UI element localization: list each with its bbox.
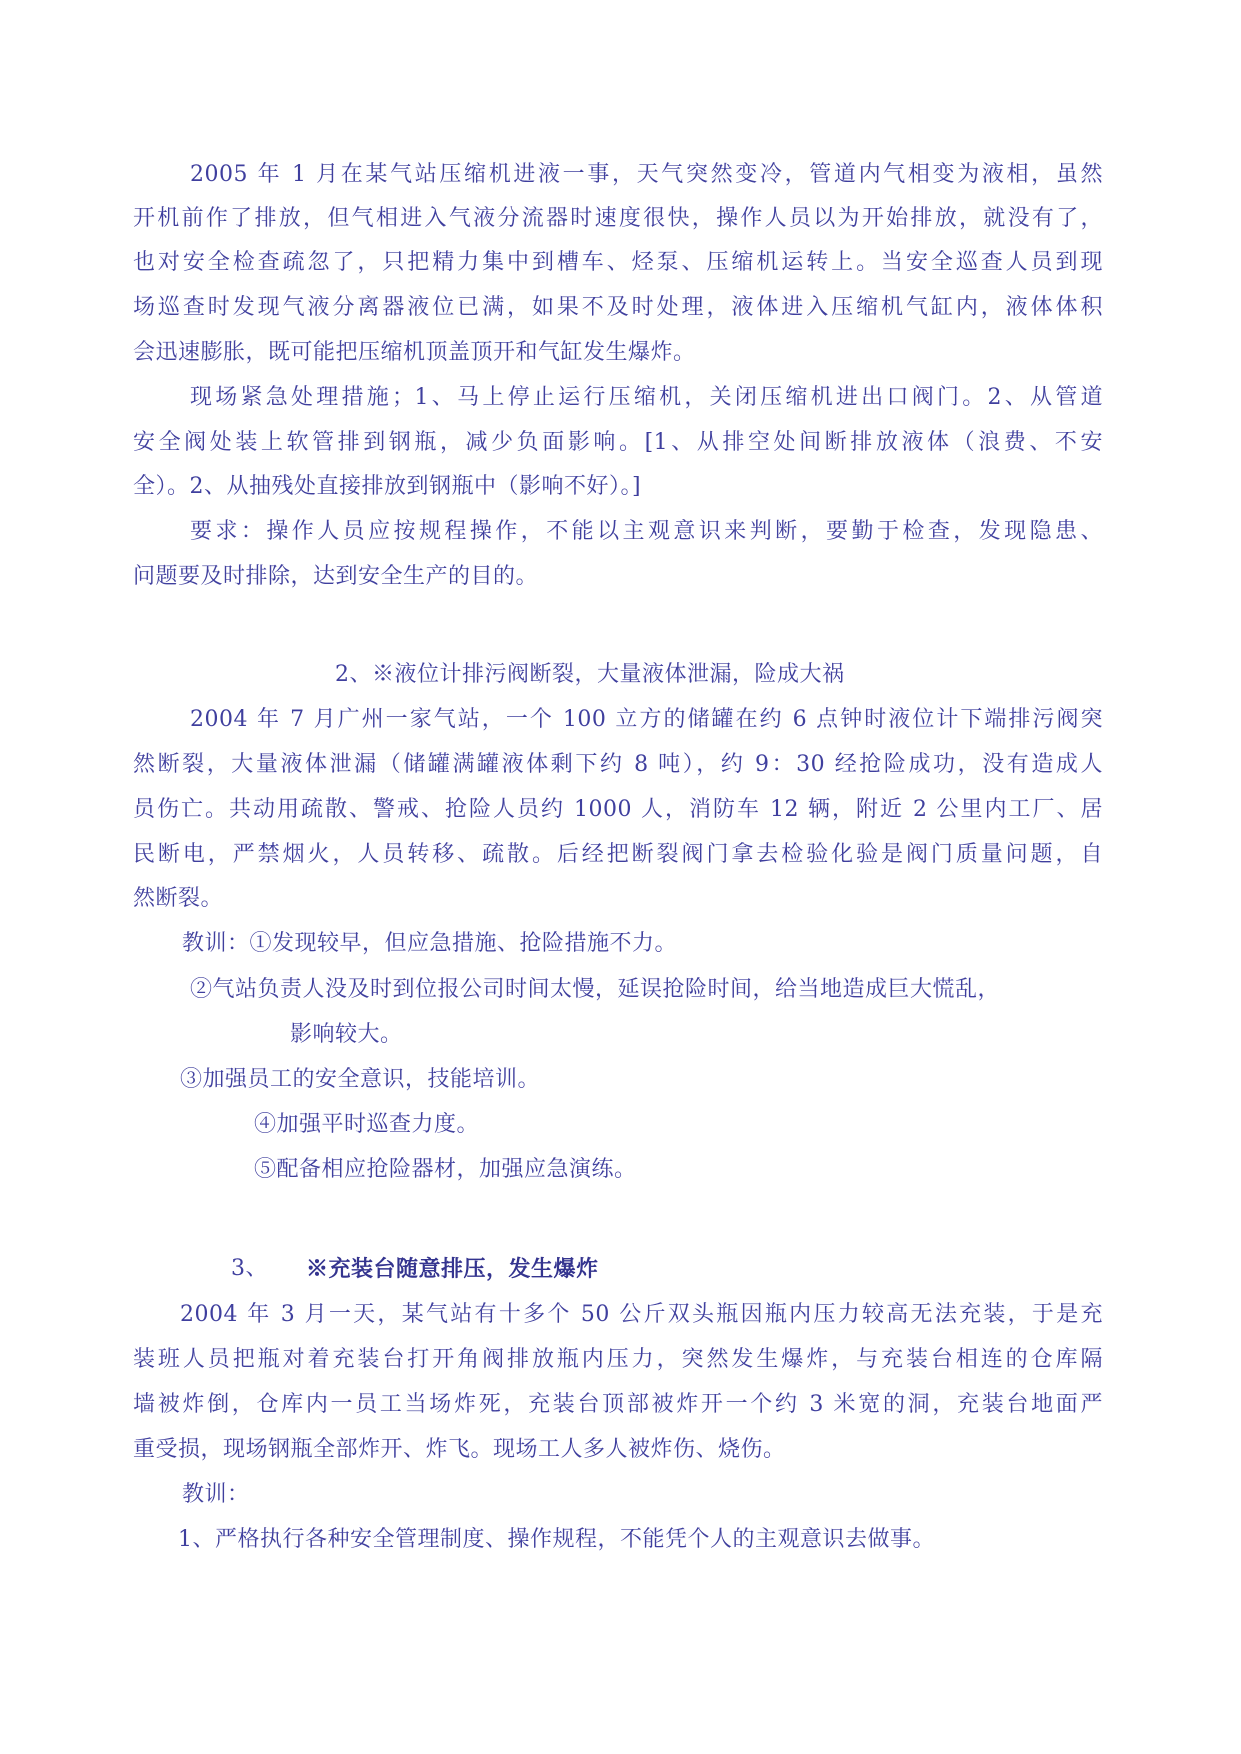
s2-lesson-4: ④加强平时巡查力度。 <box>254 1112 480 1137</box>
s2-p1-line-5: 然断裂。 <box>133 886 224 911</box>
s2-lesson-5: ⑤配备相应抢险器材，加强应急演练。 <box>254 1157 637 1182</box>
s1-p1-line-3: 也对安全检查疏忽了，只把精力集中到槽车、烃泵、压缩机运转上。当安全巡查人员到现 <box>133 250 1103 275</box>
s2-p1-line-2: 然断裂，大量液体泄漏（储罐满罐液体剩下约 8 吨），约 9：30 经抢险成功，没有造成人 <box>133 752 1103 777</box>
s1-p2-line-1: 现场紧急处理措施；1、马上停止运行压缩机，关闭压缩机进出口阀门。2、从管道 <box>190 385 1103 410</box>
s1-p2-line-3: 全）。2、从抽残处直接排放到钢瓶中（影响不好）。] <box>133 474 642 499</box>
s3-p1-line-1: 2004 年 3 月一天，某气站有十多个 50 公斤双头瓶因瓶内压力较高无法充装，于是充 <box>180 1302 1103 1327</box>
s2-lesson-2-cont: 影响较大。 <box>290 1022 403 1047</box>
s2-p1-line-3: 员伤亡。共动用疏散、警戒、抢险人员约 1000 人，消防车 12 辆，附近 2 公里内工厂、居 <box>133 797 1103 822</box>
s3-p1-line-2: 装班人员把瓶对着充装台打开角阀排放瓶内压力，突然发生爆炸，与充装台相连的仓库隔 <box>133 1347 1103 1372</box>
s1-p3-line-1: 要求：操作人员应按规程操作，不能以主观意识来判断，要勤于检查，发现隐患、 <box>190 519 1103 544</box>
s3-lesson-1: 1、严格执行各种安全管理制度、操作规程，不能凭个人的主观意识去做事。 <box>178 1527 935 1552</box>
s2-lesson-3: ③加强员工的安全意识，技能培训。 <box>180 1067 541 1092</box>
s1-p1-line-5: 会迅速膨胀，既可能把压缩机顶盖顶开和气缸发生爆炸。 <box>133 340 696 365</box>
section-2-heading: 2、※液位计排污阀断裂，大量液体泄漏，险成大祸 <box>335 662 845 687</box>
s1-p3-line-2: 问题要及时排除，达到安全生产的目的。 <box>133 564 539 589</box>
s2-lesson-1: 教训：①发现较早，但应急措施、抢险措施不力。 <box>182 931 678 956</box>
s1-p2-line-2: 安全阀处装上软管排到钢瓶，减少负面影响。[1、从排空处间断排放液体（浪费、不安 <box>133 430 1103 455</box>
s3-p1-line-4: 重受损，现场钢瓶全部炸开、炸飞。现场工人多人被炸伤、烧伤。 <box>133 1437 786 1462</box>
section-3-heading-number: 3、 <box>231 1256 268 1281</box>
s2-p1-line-4: 民断电，严禁烟火，人员转移、疏散。后经把断裂阀门拿去检验化验是阀门质量问题，自 <box>133 842 1103 867</box>
s3-p1-line-3: 墙被炸倒，仓库内一员工当场炸死，充装台顶部被炸开一个约 3 米宽的洞，充装台地面严 <box>133 1392 1103 1417</box>
s2-lesson-2: ②气站负责人没及时到位报公司时间太慢，延误抢险时间，给当地造成巨大慌乱， <box>190 977 1001 1002</box>
s3-lesson-label: 教训： <box>182 1482 250 1507</box>
s2-p1-line-1: 2004 年 7 月广州一家气站，一个 100 立方的储罐在约 6 点钟时液位计下端排污阀突 <box>190 707 1103 732</box>
s1-p1-line-2: 开机前作了排放，但气相进入气液分流器时速度很快，操作人员以为开始排放，就没有了， <box>133 206 1103 231</box>
s1-p1-line-4: 场巡查时发现气液分离器液位已满，如果不及时处理，液体进入压缩机气缸内，液体体积 <box>133 295 1103 320</box>
section-3-heading: ※充装台随意排压，发生爆炸 <box>306 1256 599 1282</box>
s1-p1-line-1: 2005 年 1 月在某气站压缩机进液一事，天气突然变冷，管道内气相变为液相，虽然 <box>190 162 1103 187</box>
